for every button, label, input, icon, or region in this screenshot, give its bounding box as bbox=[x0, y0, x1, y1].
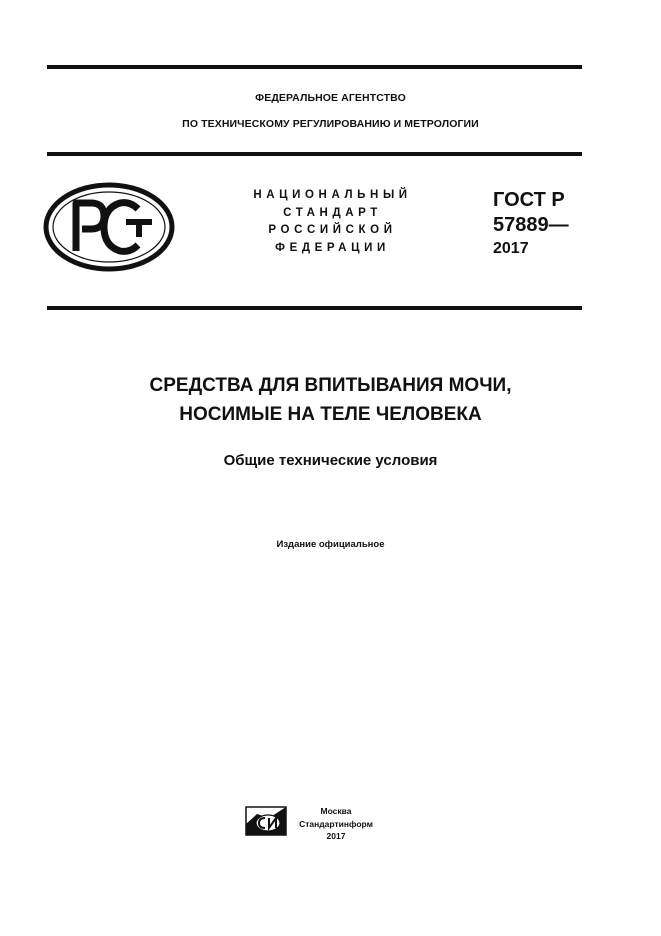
document-subtitle: Общие технические условия bbox=[223, 452, 438, 469]
standard-line-federation: ФЕДЕРАЦИИ bbox=[275, 241, 390, 254]
gost-r-emblem-icon bbox=[42, 181, 176, 273]
agency-name-line1: ФЕДЕРАЛЬНОЕ АГЕНТСТВО bbox=[255, 92, 406, 104]
publisher-city: Москва bbox=[320, 806, 352, 816]
title-divider bbox=[47, 306, 582, 310]
publisher-name: Стандартинформ bbox=[299, 818, 373, 829]
standard-type-block bbox=[235, 187, 430, 257]
standartinform-logo-icon bbox=[245, 806, 287, 836]
standard-line-standard: СТАНДАРТ bbox=[283, 206, 382, 219]
title-line1: СРЕДСТВА ДЛЯ ВПИТЫВАНИЯ МОЧИ, bbox=[149, 375, 512, 396]
edition-note: Издание официальное bbox=[276, 539, 385, 550]
designation-number: 57889— bbox=[493, 214, 569, 236]
title-line2: НОСИМЫЕ НА ТЕЛЕ ЧЕЛОВЕКА bbox=[179, 404, 482, 425]
agency-name-line2: ПО ТЕХНИЧЕСКОМУ РЕГУЛИРОВАНИЮ И МЕТРОЛОГИИ bbox=[182, 118, 479, 130]
standard-line-national: НАЦИОНАЛЬНЫЙ bbox=[253, 189, 412, 201]
designation-year: 2017 bbox=[493, 240, 529, 257]
publisher-year: 2017 bbox=[326, 831, 346, 841]
standard-designation bbox=[493, 188, 569, 260]
top-rule bbox=[47, 65, 582, 69]
publisher-imprint bbox=[296, 805, 376, 843]
designation-prefix: ГОСТ Р bbox=[493, 189, 565, 211]
standard-line-russian: РОССИЙСКОЙ bbox=[268, 224, 397, 236]
header-divider bbox=[47, 152, 582, 156]
document-title bbox=[0, 371, 661, 429]
